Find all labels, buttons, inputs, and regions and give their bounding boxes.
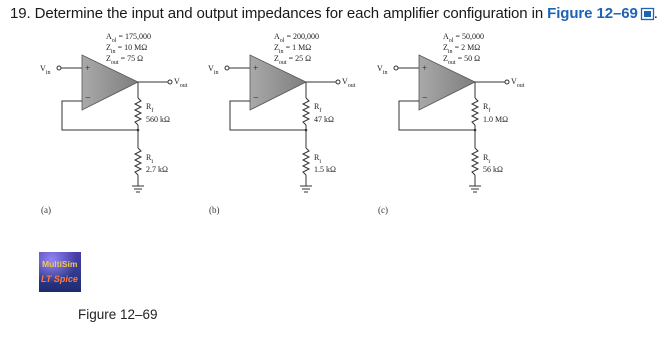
circuit-a-acl: $A_{ol} = 175,000$ xyxy=(106,32,151,44)
svg-text:LT Spice: LT Spice xyxy=(41,274,78,284)
circuit-b-rf-label: $R_f$ xyxy=(314,102,322,114)
svg-text:MultiSim: MultiSim xyxy=(42,259,78,269)
question-end: . xyxy=(653,5,658,22)
opamp-minus-sign: − xyxy=(85,93,91,104)
opamp-plus-sign: + xyxy=(253,63,259,73)
circuit-a-label: (a) xyxy=(41,205,51,215)
circuit-a-zout: $Z_{out} = 75$ Ω xyxy=(106,54,144,66)
circuit-c-vin-terminal xyxy=(394,66,398,70)
circuit-b-vin-terminal xyxy=(225,66,229,70)
question-body: Determine the input and output impedances for each amplifier configuration in xyxy=(34,5,544,22)
figure-link[interactable]: Figure 12–69 xyxy=(547,5,638,22)
circuit-a-rf-label: $R_f$ xyxy=(146,102,154,114)
circuit-a-ground-icon xyxy=(132,186,144,192)
circuit-b-ri-value: 1.5 kΩ xyxy=(314,165,336,174)
circuit-c-ground-icon xyxy=(469,186,481,192)
circuit-b-acl: $A_{ol} = 200,000$ xyxy=(274,32,319,44)
circuit-b xyxy=(208,32,356,192)
circuit-c-zin: $Z_{in} = 2$ MΩ xyxy=(443,43,481,55)
circuit-a-ri-resistor xyxy=(135,148,141,175)
question-number: 19. xyxy=(10,5,31,22)
opamp-minus-sign: − xyxy=(253,93,259,104)
circuit-c-ri-resistor xyxy=(472,148,478,175)
circuit-c-acl: $A_{ol} = 50,000$ xyxy=(443,32,484,44)
simulation-logo-icon xyxy=(39,252,81,292)
circuit-b-zout: $Z_{out} = 25$ Ω xyxy=(274,54,312,66)
circuit-c-rf-resistor xyxy=(472,98,478,125)
circuit-a-vout-label: $V_{out}$ xyxy=(174,77,188,89)
circuit-a-zin: $Z_{in} = 10$ MΩ xyxy=(106,43,148,55)
circuit-c-vout-terminal xyxy=(505,80,509,84)
opamp-minus-sign: − xyxy=(422,93,428,104)
circuit-b-ri-resistor xyxy=(303,148,309,175)
document-link-icon[interactable] xyxy=(641,7,654,19)
circuit-a-vin-label: $V_{in}$ xyxy=(40,64,51,76)
circuit-a-vin-terminal xyxy=(57,66,61,70)
circuit-a-rf-resistor xyxy=(135,98,141,125)
circuit-c xyxy=(377,32,525,192)
circuit-b-ri-label: $R_i$ xyxy=(314,153,322,165)
circuit-c-vin-label: $V_{in}$ xyxy=(377,64,388,76)
circuit-a-vout-terminal xyxy=(168,80,172,84)
circuit-c-vout-label: $V_{out}$ xyxy=(511,77,525,89)
circuit-b-ground-icon xyxy=(300,186,312,192)
figure-caption: Figure 12–69 xyxy=(78,307,158,322)
circuit-b-vin-label: $V_{in}$ xyxy=(208,64,219,76)
circuit-b-vout-label: $V_{out}$ xyxy=(342,77,356,89)
circuit-a-ri-label: $R_i$ xyxy=(146,153,154,165)
circuit-b-rf-resistor xyxy=(303,98,309,125)
circuit-a xyxy=(40,32,188,192)
opamp-plus-sign: + xyxy=(422,63,428,73)
circuit-b-rf-value: 47 kΩ xyxy=(314,115,334,124)
circuit-c-zout: $Z_{out} = 50$ Ω xyxy=(443,54,481,66)
circuit-c-rf-value: 1.0 MΩ xyxy=(483,115,509,124)
opamp-plus-sign: + xyxy=(85,63,91,73)
circuit-b-label: (b) xyxy=(209,205,220,215)
circuit-a-ri-value: 2.7 kΩ xyxy=(146,165,168,174)
circuit-b-vout-terminal xyxy=(336,80,340,84)
circuit-c-label: (c) xyxy=(378,205,388,215)
circuit-b-zin: $Z_{in} = 1$ MΩ xyxy=(274,43,312,55)
circuit-c-rf-label: $R_f$ xyxy=(483,102,491,114)
circuit-c-ri-value: 56 kΩ xyxy=(483,165,503,174)
multisim-ltspice-logo[interactable] xyxy=(39,252,81,292)
circuit-a-rf-value: 560 kΩ xyxy=(146,115,170,124)
circuit-c-ri-label: $R_i$ xyxy=(483,153,491,165)
